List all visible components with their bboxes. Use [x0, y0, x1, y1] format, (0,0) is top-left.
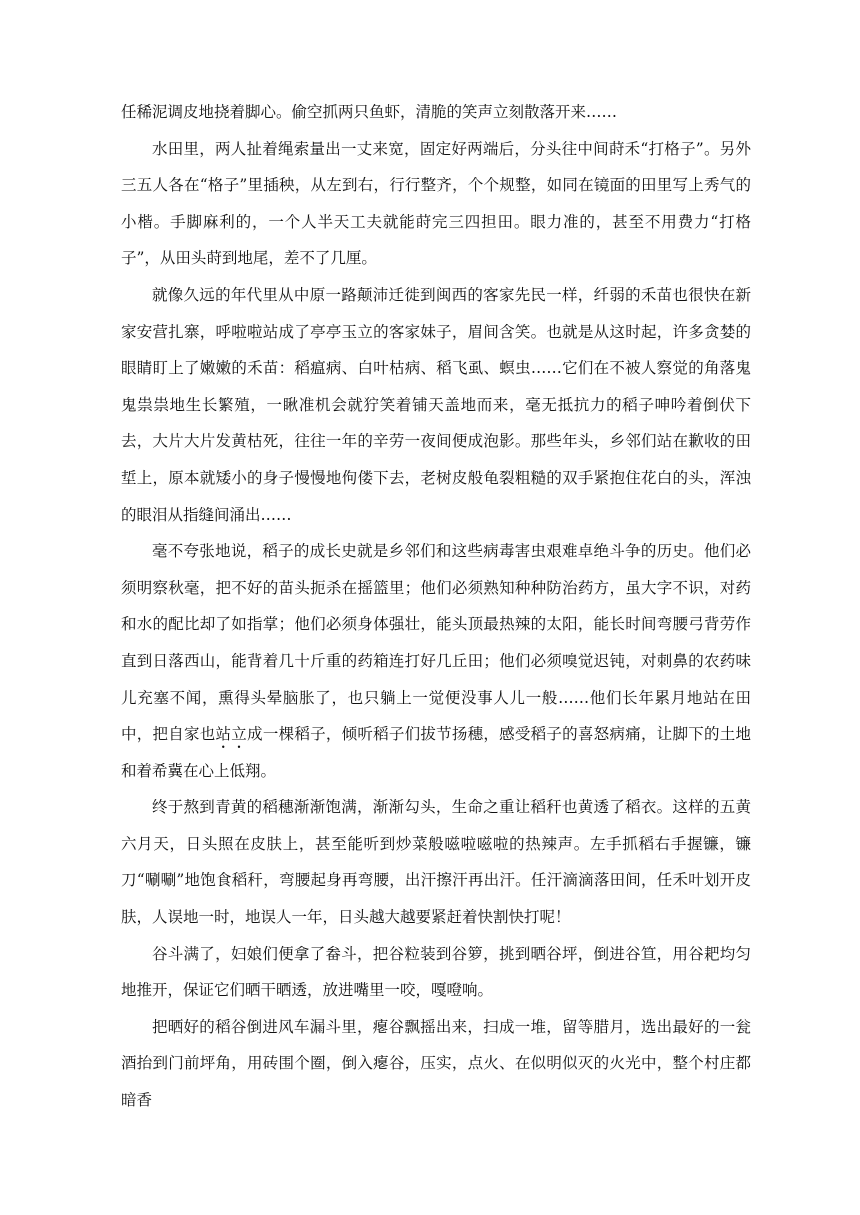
document-page	[121, 94, 751, 1119]
paragraph-5: 终于熬到青黄的稻穗渐渐饱满，渐渐勾头，生命之重让稻秆也黄透了稻衣。这样的五黄六月天，日头照在皮肤上，甚至能听到炒菜般嗞啦嗞啦的热辣声。左手抓稻右手握镰，镰刀“唰唰”地饱食稻秆，弯腰起身再弯腰，出汗擦汗再出汗。任汗滴滴落田间，任禾叶划开皮肤，人误地一时，地误人一年，日头越大越要紧赶着快割快打呢！	[121, 798, 751, 927]
emphasized-text: 站立	[215, 725, 248, 744]
paragraph-7: 把晒好的稻谷倒进风车漏斗里，瘪谷飘摇出来，扫成一堆，留等腊月，选出最好的一瓮酒抬到门前坪角，用砖围个圈，倒入瘪谷，压实，点火、在似明似灭的火光中，整个村庄都暗香	[121, 1017, 751, 1110]
paragraph-1: 任稀泥调皮地挠着脚心。偷空抓两只鱼虾，清脆的笑声立刻散落开来……	[121, 103, 618, 121]
paragraph-3: 就像久远的年代里从中原一路颠沛迁徙到闽西的客家先民一样，纤弱的禾苗也很快在新家安营扎寨，呼啦啦站成了亭亭玉立的客家妹子，眉间含笑。也就是从这时起，许多贪婪的眼睛盯上了嫩嫩的禾苗：稻瘟病、白叶枯病、稻飞虱、螟虫……它们在不被人察觉的角落鬼鬼祟祟地生长繁殖，一瞅准机会就狞笑着铺天盖地而来，毫无抵抗力的稻子呻吟着倒伏下去，大片大片发黄枯死，往往一年的辛劳一夜间便成泡影。那些年头，乡邻们站在歉收的田埑上，原本就矮小的身子慢慢地佝偻下去，老树皮般龟裂粗糙的双手紧抱住花白的头，浑浊的眼泪从指缝间涌出……	[121, 285, 751, 524]
paragraph-6: 谷斗满了，妇娘们便拿了畚斗，把谷粒装到谷箩，挑到晒谷坪，倒进谷笪，用谷耙均匀地推开，保证它们晒干晒透，放进嘴里一咬，嘎噔响。	[121, 944, 751, 1000]
paragraph-4	[121, 533, 751, 789]
paragraph-2: 水田里，两人扯着绳索量出一丈来宽，固定好两端后，分头往中间莳禾“打格子”。另外三五人各在“格子”里插秧，从左到右，行行整齐，个个规整，如同在镜面的田里写上秀气的小楷。手脚麻利的，一个人半天工夫就能莳完三四担田。眼力准的，甚至不用费力“打格子”，从田头莳到地尾，差不了几厘。	[121, 139, 751, 268]
paragraph-4-text-before: 毫不夸张地说，稻子的成长史就是乡邻们和这些病毒害虫艰难卓绝斗争的历史。他们必须明察秋毫，把不好的苗头扼杀在摇篮里；他们必须熟知种种防治药方，虽大字不识，对药和水的配比却了如指掌；他们必须身体强壮，能头顶最热辣的太阳，能长时间弯腰弓背劳作直到日落西山，能背着几十斤重的药箱连打好几丘田；他们必须嗅觉迟钝，对刺鼻的农药味儿充塞不闻，熏得头晕脑胀了，也只躺上一觉便没事人儿一般……他们长年累月地站在田中，把自家也	[121, 542, 751, 744]
paragraph-4-text-after: 成一棵稻子，倾听稻子们拔节扬穗，感受稻子的喜怒病痛，让脚下的土地和着希冀在心上低翔。	[121, 725, 751, 780]
